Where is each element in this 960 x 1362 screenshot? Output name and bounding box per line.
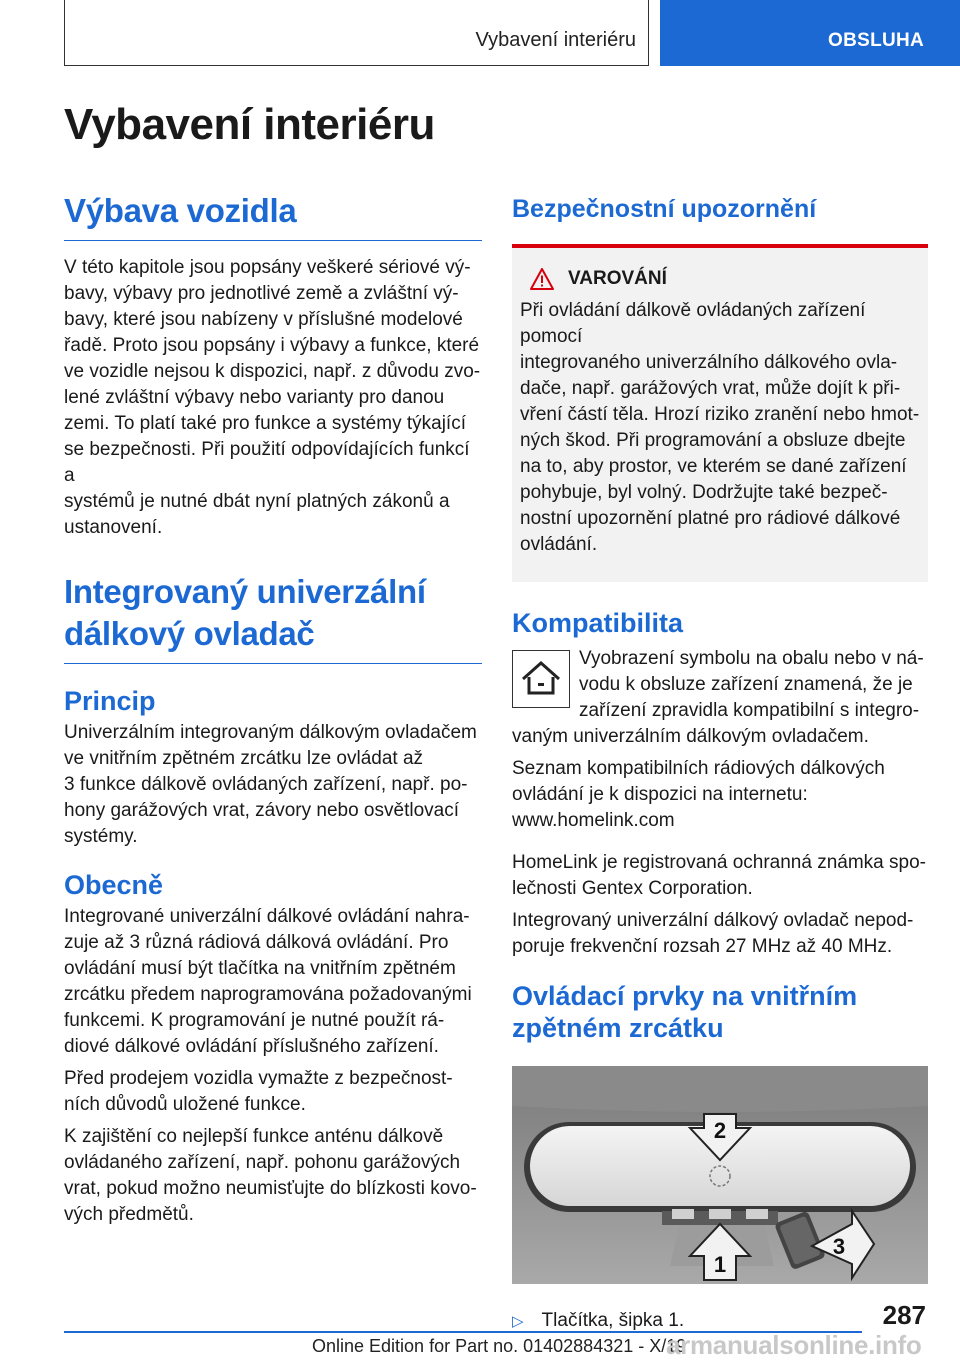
heading-obecne: Obecně — [64, 870, 164, 900]
callout-1: 1 — [713, 1252, 727, 1277]
mirror-controls-illustration — [512, 1066, 928, 1284]
homelink-url[interactable]: www.homelink.com — [512, 810, 675, 831]
compat-list-paragraph: Seznam kompatibilních rádiových dálkových ovládání je k dispozici na internetu: www.homelink.com — [512, 758, 885, 831]
header-frame — [64, 0, 649, 66]
left-column — [64, 190, 482, 1228]
warning-box — [512, 244, 928, 582]
warning-triangle-icon — [530, 268, 554, 290]
compat-continuation: vaným univerzálním dálkovým ovladačem. — [512, 726, 869, 747]
callout-3: 3 — [832, 1234, 846, 1259]
frequency-paragraph: Integrovaný univerzální dálkový ovladač nepod- poruje frekvenční rozsah 27 MHz až 40 MHz. — [512, 910, 914, 957]
heading-vybava: Výbava vozidla — [64, 190, 482, 241]
caption-list-item — [512, 1310, 928, 1332]
compat-icon-text: Vyobrazení symbolu na obalu nebo v ná- vodu k obsluze zařízení znamená, že je zařízení zpravidla kompatibilní s integro- — [579, 648, 924, 721]
heading-ovladaci: Ovládací prvky na vnitřním zpětném zrcátku — [512, 981, 858, 1043]
vybava-paragraph: V této kapitole jsou popsány veškeré sériové vý- bavy, výbavy pro jednotlivé země a zvláštní vý- bavy, které jsou nabízeny v příslušné modelové řadě. Proto jsou popsány i výbavy a funkce, které ve vozidle nejsou k dispozici, např. z důvodu zvo- lené zvláštní výbavy nebo varianty pro danou zemi. To platí také pro funkce a systémy týkající se bezpečnosti. Při použití odpovídajících funkcí a systémů je nutné dbát nyní platných zákonů a ustanovení. — [64, 257, 481, 538]
header-section-label: OBSLUHA — [828, 30, 925, 51]
compat-block — [512, 646, 928, 724]
princip-paragraph: Univerzálním integrovaným dálkovým ovladačem ve vnitřním zpětném zrcátku lze ovládat až 3 funkce dálkově ovládaných zařízení, např. po- hony garážových vrat, závory nebo osvětlovací systémy. — [64, 722, 477, 847]
heading-kompatibilita: Kompatibilita — [512, 608, 684, 638]
watermark: armanualsonline.info — [666, 1330, 922, 1360]
homelink-trademark-paragraph: HomeLink je registrovaná ochranná známka spo- lečnosti Gentex Corporation. — [512, 852, 926, 899]
right-column — [512, 190, 928, 1332]
homelink-house-icon — [512, 650, 570, 708]
page-number: 287 — [882, 1300, 926, 1330]
warning-text: Při ovládání dálkově ovládaných zařízení pomocí integrovaného univerzálního dálkového ovla- dače, např. garážových vrat, může dojít k při- vření částí těla. Hrozí riziko zranění nebo hmot- ných škod. Při programování a obsluze dbejte na to, aby prostor, ve kterém se dané zařízení pohybuje, byl volný. Dodržujte také bezpeč- nostní upozornění platné pro rádiové dálkové ovládání. — [520, 300, 920, 555]
page-title: Vybavení interiéru — [64, 100, 435, 149]
header-chapter-title: Vybavení interiéru — [475, 29, 636, 51]
obecne-paragraph-3: K zajištění co nejlepší funkce anténu dálkově ovládaného zařízení, např. pohonu garážových vrat, pokud možno neumisťujte do blízkosti kovo- vých předmětů. — [64, 1126, 477, 1225]
heading-bezpecnostni: Bezpečnostní upozornění — [512, 195, 817, 223]
triangle-right-bullet-icon: ▷ — [512, 1313, 524, 1330]
caption-text: Tlačítka, šipka 1. — [541, 1310, 685, 1331]
heading-integrovany: Integrovaný univerzální dálkový ovladač — [64, 571, 482, 664]
obecne-paragraph-1: Integrované univerzální dálkové ovládání nahra- zuje až 3 různá rádiová dálková ovládání. Pro ovládání musí být tlačítka na vnitřním zpětném zrcátku předem naprogramována požadovanými funkcemi. K programování je nutné použít rá- diové dálkové ovládání příslušného zařízení. — [64, 906, 472, 1057]
obecne-paragraph-2: Před prodejem vozidla vymažte z bezpečnost- ních důvodů uložené funkce. — [64, 1068, 453, 1115]
header-section-tab[interactable] — [660, 0, 960, 66]
warning-label: VAROVÁNÍ — [568, 268, 667, 289]
footer-edition: Online Edition for Part no. 01402884321 - X/19 — [312, 1336, 687, 1356]
heading-princip: Princip — [64, 686, 156, 716]
callout-2: 2 — [713, 1118, 727, 1143]
warning-header — [530, 268, 920, 290]
